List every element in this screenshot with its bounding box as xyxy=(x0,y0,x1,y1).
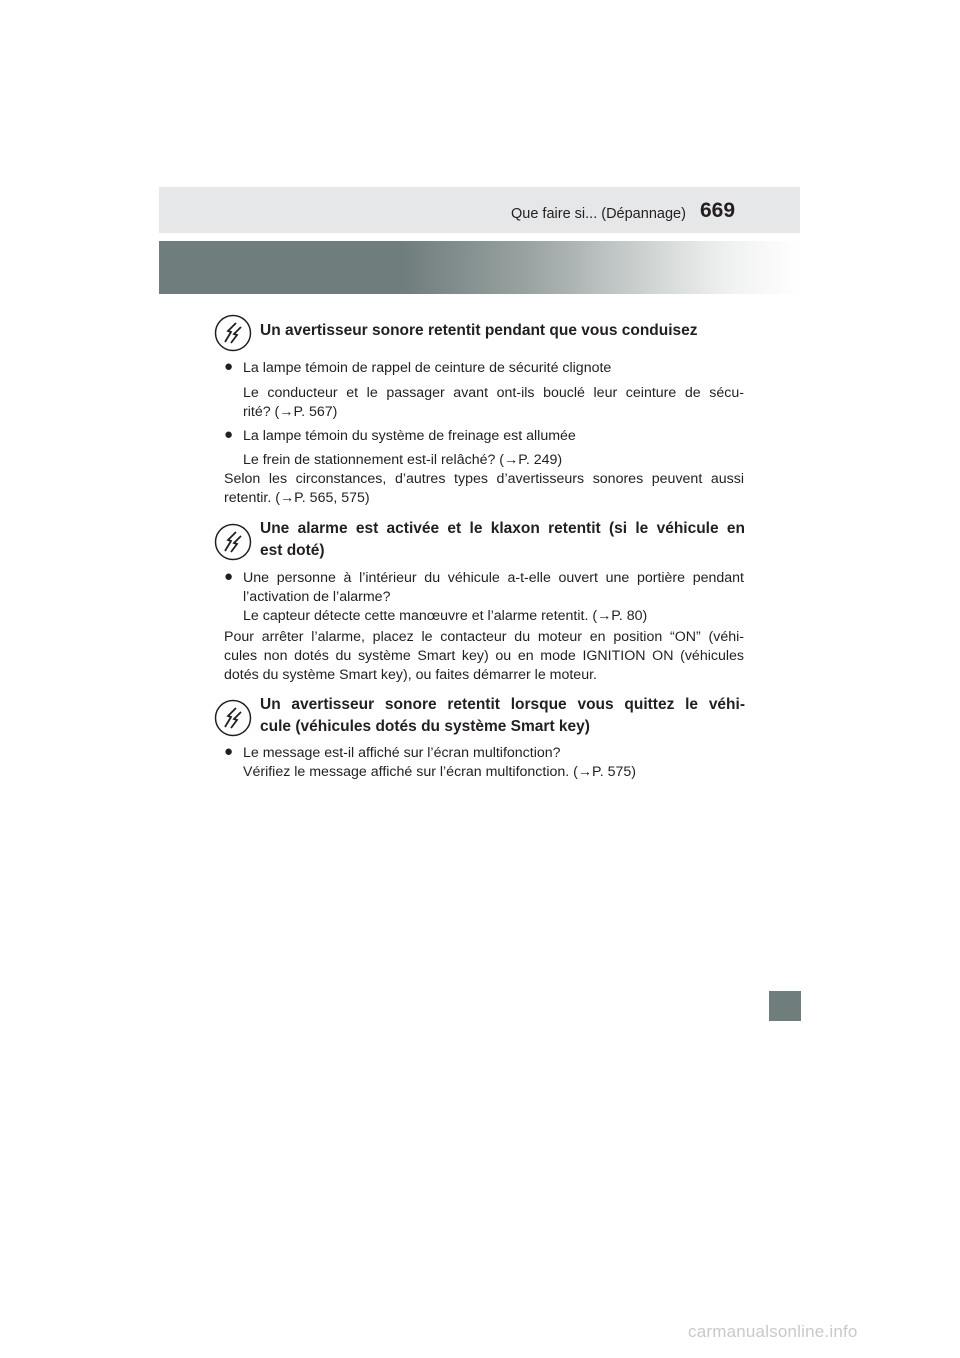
bullet-dot: ● xyxy=(224,426,234,443)
detail-text: rité? (→P. 567) xyxy=(243,404,338,420)
note-text: Pour arrêter l’alarme, placez le contacteur du moteur en position “ON” (véhi- xyxy=(224,629,744,645)
section-heading: Une alarme est activée et le klaxon retentit (si le véhicule en xyxy=(260,520,745,537)
note-text: cules non dotés du système Smart key) ou en mode IGNITION ON (véhicules xyxy=(224,648,744,664)
bullet-dot: ● xyxy=(224,743,234,760)
bullet-text: l’activation de l’alarme? xyxy=(243,589,391,605)
troubleshoot-icon xyxy=(214,699,252,737)
section-heading: Un avertisseur sonore retentit lorsque vous quittez le véhi- xyxy=(260,696,745,713)
chapter-side-tab xyxy=(769,991,801,1021)
note-text: retentir. (→P. 565, 575) xyxy=(224,490,370,506)
section-title: Que faire si... (Dépannage) xyxy=(511,206,686,222)
troubleshoot-icon xyxy=(214,523,252,561)
note-text: dotés du système Smart key), ou faites démarrer le moteur. xyxy=(224,667,597,683)
bullet-dot: ● xyxy=(224,568,234,585)
section-heading: cule (véhicules dotés du système Smart key) xyxy=(260,718,590,735)
page-number: 669 xyxy=(700,199,736,222)
watermark: carmanualsonline.info xyxy=(688,1322,858,1341)
bullet-dot: ● xyxy=(224,358,234,375)
bullet-text: La lampe témoin de rappel de ceinture de sécurité clignote xyxy=(243,360,612,376)
detail-text: Le frein de stationnement est-il relâché? (→P. 249) xyxy=(243,452,563,468)
note-text: Selon les circonstances, d’autres types d’avertisseurs sonores peuvent aussi xyxy=(224,471,744,487)
bullet-text: Une personne à l’intérieur du véhicule a-t-elle ouvert une portière pendant xyxy=(243,570,744,586)
detail-text: Le capteur détecte cette manœuvre et l’alarme retentit. (→P. 80) xyxy=(243,608,648,624)
section-heading: est doté) xyxy=(260,542,325,559)
detail-text: Vérifiez le message affiché sur l’écran multifonction. (→P. 575) xyxy=(243,764,636,780)
chapter-banner xyxy=(159,241,800,294)
bullet-text: La lampe témoin du système de freinage est allumée xyxy=(243,428,576,444)
detail-text: Le conducteur et le passager avant ont-ils bouclé leur ceinture de sécu- xyxy=(243,385,744,401)
bullet-text: Le message est-il affiché sur l’écran multifonction? xyxy=(243,745,561,761)
section-heading: Un avertisseur sonore retentit pendant que vous conduisez xyxy=(260,322,698,339)
troubleshoot-icon xyxy=(214,314,252,352)
